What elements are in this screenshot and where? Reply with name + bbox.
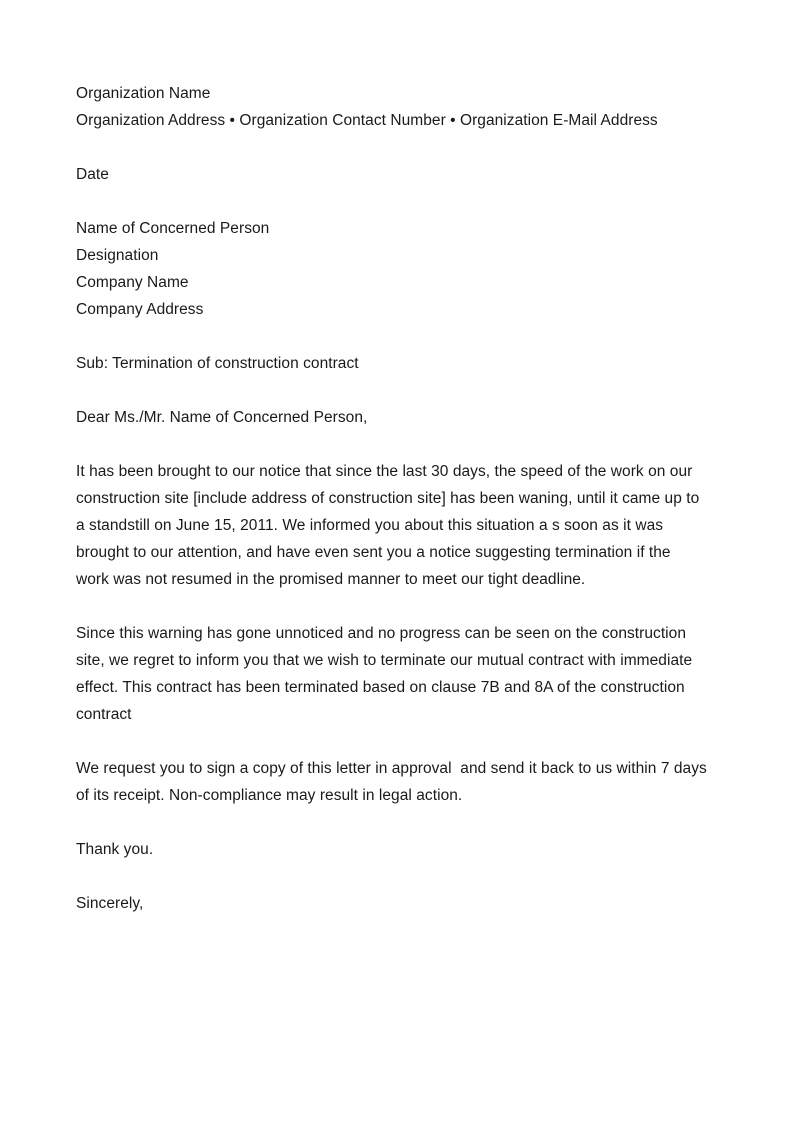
letterhead bbox=[76, 80, 726, 134]
salutation-block bbox=[76, 404, 726, 431]
recipient-block bbox=[76, 215, 726, 323]
recipient-name: Name of Concerned Person bbox=[76, 220, 270, 237]
salutation: Dear Ms./Mr. Name of Concerned Person, bbox=[76, 409, 368, 426]
subject-block bbox=[76, 350, 726, 377]
thank-you-line: Thank you. bbox=[76, 841, 154, 858]
body-paragraph-1 bbox=[76, 458, 726, 593]
paragraph-line: contract bbox=[76, 706, 132, 723]
paragraph-line: It has been brought to our notice that since the last 30 days, the speed of the work on our bbox=[76, 463, 693, 480]
closing-line: Sincerely, bbox=[76, 895, 144, 912]
recipient-company: Company Name bbox=[76, 274, 189, 291]
thanks-block bbox=[76, 836, 726, 863]
organization-contact-line: Organization Address • Organization Contact Number • Organization E-Mail Address bbox=[76, 112, 658, 129]
paragraph-line: Since this warning has gone unnoticed and no progress can be seen on the construction bbox=[76, 625, 687, 642]
recipient-address: Company Address bbox=[76, 301, 204, 318]
subject-line: Sub: Termination of construction contract bbox=[76, 355, 359, 372]
paragraph-line: site, we regret to inform you that we wish to terminate our mutual contract with immediate bbox=[76, 652, 693, 669]
closing-block bbox=[76, 890, 726, 917]
letter-date: Date bbox=[76, 166, 109, 183]
paragraph-line: effect. This contract has been terminated based on clause 7B and 8A of the construction bbox=[76, 679, 685, 696]
paragraph-line: construction site [include address of construction site] has been waning, until it came up to bbox=[76, 490, 700, 507]
paragraph-line: work was not resumed in the promised manner to meet our tight deadline. bbox=[76, 571, 586, 588]
paragraph-line: We request you to sign a copy of this letter in approval and send it back to us within 7 days bbox=[76, 760, 707, 777]
paragraph-line: brought to our attention, and have even sent you a notice suggesting termination if the bbox=[76, 544, 671, 561]
date-block bbox=[76, 161, 726, 188]
recipient-designation: Designation bbox=[76, 247, 159, 264]
body-paragraph-2 bbox=[76, 620, 726, 728]
paragraph-line: a standstill on June 15, 2011. We informed you about this situation a s soon as it was bbox=[76, 517, 664, 534]
letter-body bbox=[76, 80, 726, 944]
body-paragraph-3 bbox=[76, 755, 726, 809]
paragraph-line: of its receipt. Non-compliance may result in legal action. bbox=[76, 787, 463, 804]
organization-name: Organization Name bbox=[76, 85, 211, 102]
